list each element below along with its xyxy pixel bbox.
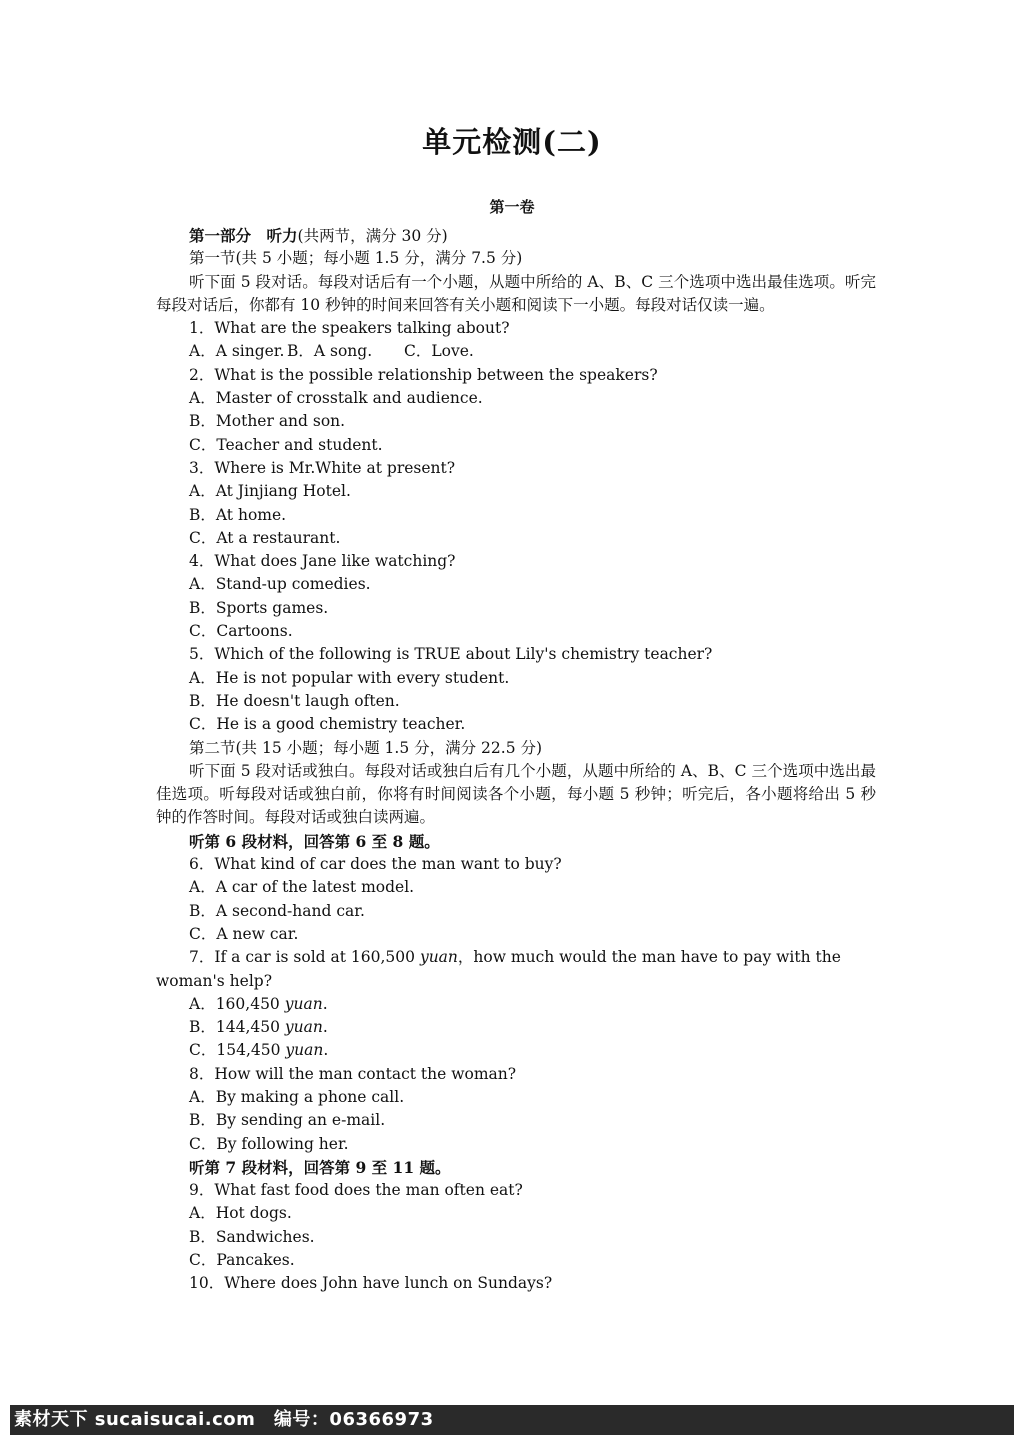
question-10-stem: 10．Where does John have lunch on Sundays? xyxy=(189,1274,553,1293)
question-2-option-b: B．Mother and son. xyxy=(189,412,346,431)
question-1-option-c: C．Love. xyxy=(404,342,474,361)
question-7-option-a-amount: A．160,450 xyxy=(189,994,285,1013)
question-9-option-a: A．Hot dogs. xyxy=(189,1204,292,1223)
question-2-stem: 2．What is the possible relationship between the speakers? xyxy=(189,365,658,384)
question-2-option-a: A．Master of crosstalk and audience. xyxy=(189,389,483,408)
question-7-stem xyxy=(156,946,876,993)
question-7-option-b-end: . xyxy=(322,1018,328,1037)
question-7-option-c-amount: C．154,450 xyxy=(189,1041,286,1060)
question-7-stem-rest: ，how much would the man have to pay with the woman's help? xyxy=(156,948,841,990)
question-9-option-b: B．Sandwiches. xyxy=(189,1227,315,1246)
question-8-option-c: C．By following her. xyxy=(189,1134,349,1153)
question-4-stem: 4．What does Jane like watching? xyxy=(189,552,456,571)
question-1-option-b: B．A song. xyxy=(287,342,373,361)
question-9-option-c: C．Pancakes. xyxy=(189,1251,295,1270)
question-4-option-c: C．Cartoons. xyxy=(189,622,293,641)
material-7-label: 听第 7 段材料，回答第 9 至 11 题。 xyxy=(189,1157,451,1177)
question-7-stem-text: 7．If a car is sold at 160,500 xyxy=(189,948,420,967)
question-4-option-b: B．Sports games. xyxy=(189,598,329,617)
question-3-option-c: C．At a restaurant. xyxy=(189,528,341,547)
question-1-options xyxy=(156,340,876,363)
question-4-option-a: A．Stand-up comedies. xyxy=(189,575,371,594)
question-7-option-c-end: . xyxy=(323,1041,329,1060)
question-7-option-a-unit: yuan xyxy=(284,994,323,1013)
question-9-stem: 9．What fast food does the man often eat? xyxy=(189,1181,523,1200)
page-title: 单元检测(二) xyxy=(422,125,602,159)
question-7-option-a xyxy=(156,993,876,1016)
watermark-banner: 素材天下 sucaisucai.com 编号：06366973 xyxy=(10,1405,1014,1435)
section2-heading: 第二节(共 15 小题；每小题 1.5 分，满分 22.5 分) xyxy=(189,738,543,757)
part1-heading xyxy=(156,224,876,247)
section1-heading: 第一节(共 5 小题；每小题 1.5 分，满分 7.5 分) xyxy=(189,249,523,268)
question-6-option-a: A．A car of the latest model. xyxy=(189,878,415,897)
question-8-stem: 8．How will the man contact the woman? xyxy=(189,1064,517,1083)
question-7-option-b-unit: yuan xyxy=(284,1018,323,1037)
question-5-option-b: B．He doesn't laugh often. xyxy=(189,691,400,710)
material-6-label: 听第 6 段材料，回答第 6 至 8 题。 xyxy=(189,831,440,851)
question-7-option-b xyxy=(156,1016,876,1039)
question-7-option-a-end: . xyxy=(322,994,328,1013)
question-1-stem: 1．What are the speakers talking about? xyxy=(189,319,510,338)
question-6-option-b: B．A second-hand car. xyxy=(189,901,365,920)
question-5-option-c: C．He is a good chemistry teacher. xyxy=(189,715,466,734)
question-7-option-c xyxy=(156,1039,876,1062)
question-7-option-c-unit: yuan xyxy=(285,1041,324,1060)
question-3-option-b: B．At home. xyxy=(189,505,287,524)
document-body xyxy=(156,224,876,1296)
material-6-heading xyxy=(156,830,876,853)
question-6-option-c: C．A new car. xyxy=(189,924,299,943)
question-6-stem: 6．What kind of car does the man want to buy? xyxy=(189,855,562,874)
material-7-heading xyxy=(156,1156,876,1179)
question-8-option-b: B．By sending an e-mail. xyxy=(189,1111,386,1130)
question-3-option-a: A．At Jinjiang Hotel. xyxy=(189,482,351,501)
question-3-stem: 3．Where is Mr.White at present? xyxy=(189,458,456,477)
question-7-option-b-amount: B．144,450 xyxy=(189,1018,285,1037)
question-8-option-a: A．By making a phone call. xyxy=(189,1087,405,1106)
question-1-option-a: A．A singer. xyxy=(189,342,285,361)
question-5-option-a: A．He is not popular with every student. xyxy=(189,668,510,687)
question-7-currency: yuan xyxy=(419,948,458,967)
part1-note: (共两节，满分 30 分) xyxy=(297,227,448,245)
part1-label: 第一部分 听力 xyxy=(189,226,298,245)
question-2-option-c: C．Teacher and student. xyxy=(189,435,383,454)
question-5-stem: 5．Which of the following is TRUE about Lily's chemistry teacher? xyxy=(189,645,713,664)
section2-instructions: 听下面 5 段对话或独白。每段对话或独白后有几个小题，从题中所给的 A、B、C 三个选项中选出最佳选项。听每段对话或独白前，你将有时间阅读各个小题，每小题 5 秒钟；听完后，各小题将给出 5 秒钟的作答时间。每段对话或独白读两遍。 xyxy=(156,761,876,827)
section1-instructions: 听下面 5 段对话。每段对话后有一个小题，从题中所给的 A、B、C 三个选项中选出最佳选项。听完每段对话后，你都有 10 秒钟的时间来回答有关小题和阅读下一小题。每段对话仅读一遍。 xyxy=(156,272,876,314)
volume-heading: 第一卷 xyxy=(489,198,535,216)
